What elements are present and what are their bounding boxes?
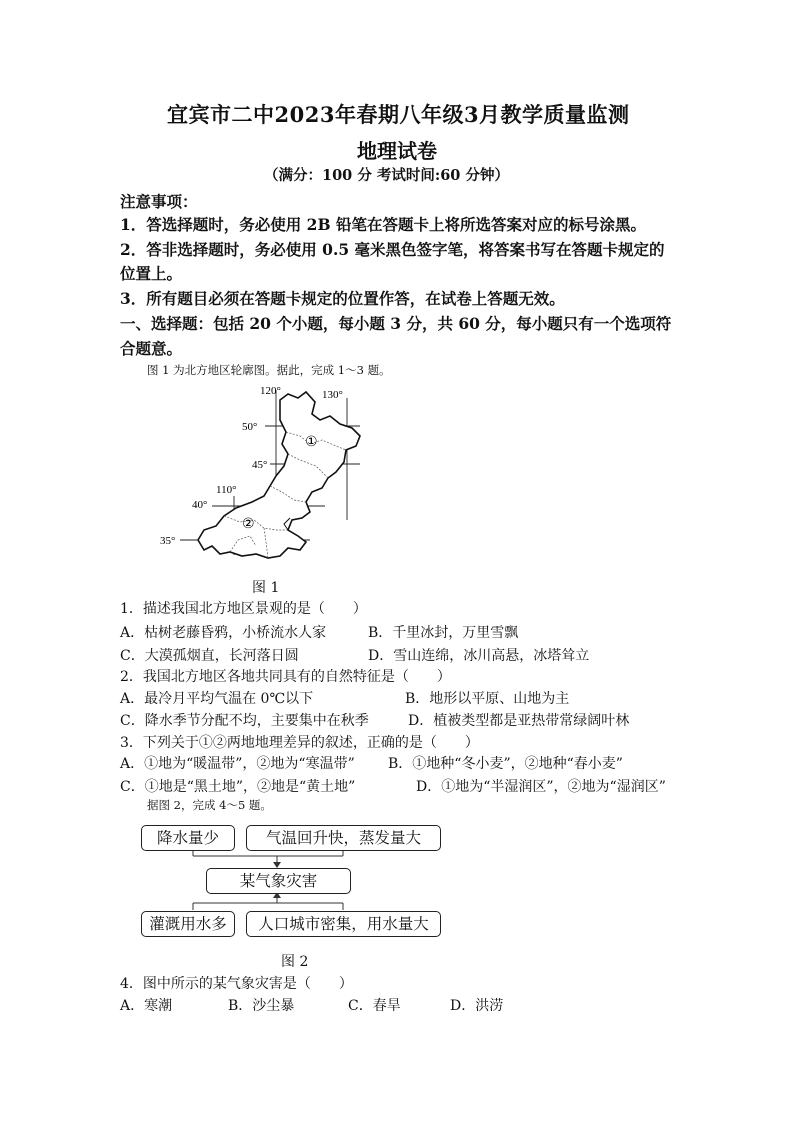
figure2-caption: 图 2 — [281, 954, 309, 970]
question-3-option-b: B．①地种“冬小麦”，②地种“春小麦” — [388, 756, 623, 772]
question-3-option-c: C．①地是“黑土地”，②地是“黄土地” — [120, 779, 356, 795]
cause-box-temperature-rise: 气温回升快，蒸发量大 — [246, 825, 441, 851]
note-item: 2．答非选择题时，务必使用 0.5 毫米黑色签字笔，将答案书写在答题卡规定的 — [120, 240, 665, 259]
figure2-intro: 据图 2，完成 4～5 题。 — [147, 798, 272, 812]
cause-box-irrigation: 灌溉用水多 — [141, 911, 235, 937]
lon-label-110: 110° — [216, 484, 237, 496]
cause-box-population: 人口城市密集，用水量大 — [246, 911, 441, 937]
lat-label-35: 35° — [160, 535, 176, 547]
question-1-stem: 1．描述我国北方地区景观的是（ ） — [120, 601, 367, 617]
question-3-option-a: A．①地为“暖温带”，②地为“寒温带” — [120, 756, 355, 772]
exam-title: 宜宾市二中2023年春期八年级3月教学质量监测 — [167, 102, 630, 127]
section-heading-cont: 合题意。 — [120, 339, 183, 358]
question-3-stem: 3．下列关于①②两地地理差异的叙述，正确的是（ ） — [120, 735, 479, 751]
note-item: 3．所有题目必须在答题卡规定的位置作答，在试卷上答题无效。 — [120, 289, 565, 308]
question-1-option-b: B．千里冰封，万里雪飘 — [368, 625, 519, 641]
lon-label-130: 130° — [322, 389, 343, 401]
lon-label-120: 120° — [260, 385, 281, 397]
question-4-stem: 4．图中所示的某气象灾害是（ ） — [120, 976, 353, 992]
question-2-option-b: B．地形以平原、山地为主 — [405, 691, 570, 707]
question-4-option-c: C．春旱 — [348, 998, 401, 1014]
region-marker-1: ① — [305, 434, 318, 450]
exam-meta: （满分：100 分 考试时间:60 分钟） — [264, 167, 509, 184]
question-4-option-a: A．寒潮 — [120, 998, 173, 1014]
lat-label-40: 40° — [192, 499, 208, 511]
question-4-option-b: B．沙尘暴 — [228, 998, 295, 1014]
lat-label-45: 45° — [252, 459, 268, 471]
section-heading: 一、选择题：包括 20 个小题，每小题 3 分，共 60 分，每小题只有一个选项符 — [120, 314, 672, 333]
question-1-option-d: D．雪山连绵，冰川高悬，冰塔耸立 — [368, 648, 590, 664]
lat-label-50: 50° — [242, 421, 258, 433]
center-box-disaster: 某气象灾害 — [206, 868, 351, 894]
note-item: 位置上。 — [120, 264, 183, 283]
question-2-stem: 2．我国北方地区各地共同具有的自然特征是（ ） — [120, 669, 451, 685]
cause-box-low-precipitation: 降水量少 — [141, 825, 235, 851]
question-2-option-a: A．最冷月平均气温在 0℃以下 — [120, 691, 314, 707]
question-1-option-a: A．枯树老藤昏鸦，小桥流水人家 — [120, 625, 327, 641]
figure1-intro: 图 1 为北方地区轮廓图。据此，完成 1～3 题。 — [147, 363, 391, 377]
notes-heading: 注意事项： — [120, 192, 198, 211]
question-3-option-d: D．①地为“半湿润区”，②地为“湿润区” — [416, 779, 666, 795]
figure1-caption: 图 1 — [252, 580, 280, 596]
note-item: 1．答选择题时，务必使用 2B 铅笔在答题卡上将所选答案对应的标号涂黑。 — [120, 215, 646, 234]
exam-subtitle: 地理试卷 — [357, 139, 437, 163]
question-4-option-d: D．洪涝 — [450, 998, 504, 1014]
question-2-option-c: C．降水季节分配不均，主要集中在秋季 — [120, 713, 369, 729]
question-2-option-d: D．植被类型都是亚热带常绿阔叶林 — [408, 713, 630, 729]
region-marker-2: ② — [242, 516, 255, 532]
question-1-option-c: C．大漠孤烟直，长河落日圆 — [120, 648, 299, 664]
